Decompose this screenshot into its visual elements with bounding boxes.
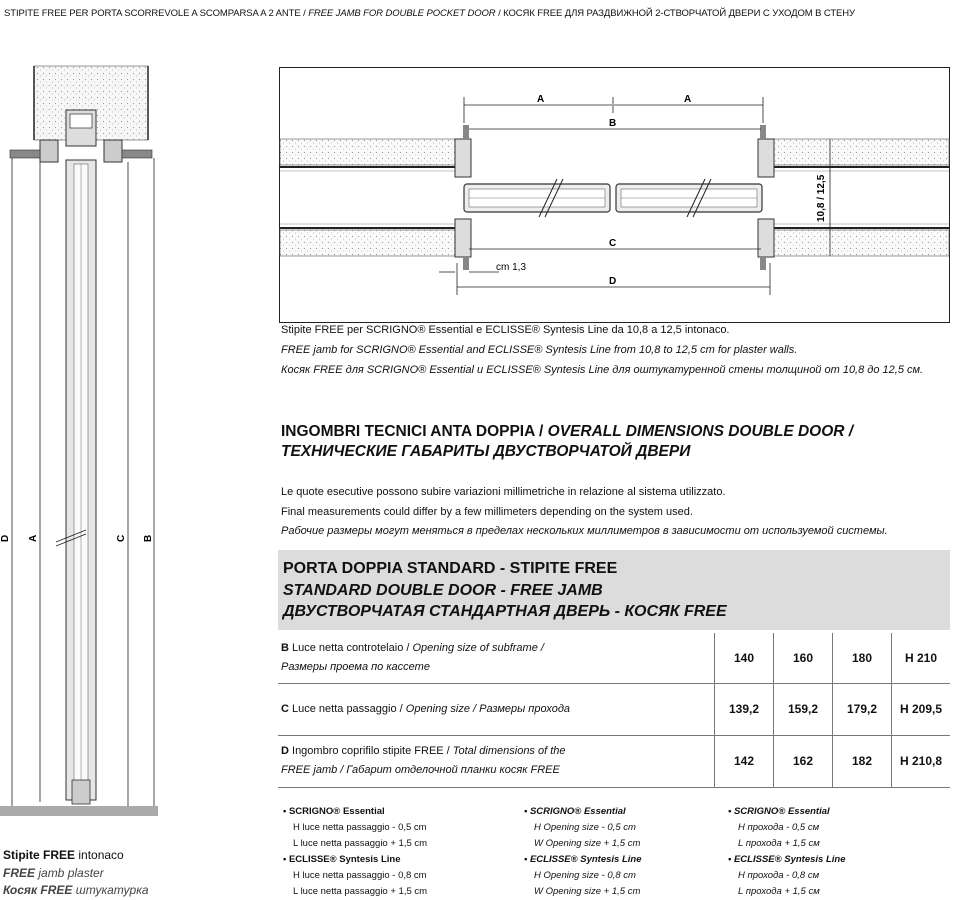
- cell-d-1: 142: [715, 735, 774, 787]
- legend-en: FREE jamb plaster: [3, 866, 104, 880]
- table-title-ru: ДВУСТВОРЧАТАЯ СТАНДАРТНАЯ ДВЕРЬ - КОСЯК FREE: [283, 603, 727, 620]
- header-ru: / КОСЯК FREE ДЛЯ РАЗДВИЖНОЙ 2-СТВОРЧАТОЙ ДВЕРИ С УХОДОМ В СТЕНУ: [495, 8, 855, 19]
- header-it: STIPITE FREE PER PORTA SCORREVOLE A SCOMPARSA A 2 ANTE /: [4, 8, 309, 19]
- dimensions-table: [278, 633, 950, 788]
- cell-c-1: 139,2: [715, 683, 774, 735]
- row-b-label: B Luce netta controtelaio / Opening size of subframe / Размеры проема по кассете: [278, 633, 715, 683]
- table-row: [278, 735, 950, 787]
- cell-d-3: 182: [833, 735, 892, 787]
- cell-c-h: H 209,5: [892, 683, 951, 735]
- table-row: [278, 633, 950, 683]
- row-c-label: C Luce netta passaggio / Opening size / Размеры прохода: [278, 683, 715, 735]
- note-ru: Рабочие размеры могут меняться в пределах нескольких миллиметров в зависимости от используемой системы.: [281, 525, 888, 537]
- page-header: [4, 8, 855, 19]
- cell-b-160: 160: [774, 633, 833, 683]
- cell-d-2: 162: [774, 735, 833, 787]
- svg-text:A: A: [684, 94, 692, 105]
- dim-label-a-right: [684, 94, 691, 105]
- dim-label-a-left: [537, 94, 544, 105]
- note-it: Le quote esecutive possono subire variazioni millimetriche in relazione al sistema utilizzato.: [281, 486, 726, 498]
- note-en: Final measurements could differ by a few millimeters depending on the system used.: [281, 506, 693, 518]
- plan-drawing: [279, 67, 950, 323]
- cell-c-3: 179,2: [833, 683, 892, 735]
- legend-ru: Косяк FREE штукатурка: [3, 883, 149, 897]
- section-title-it: INGOMBRI TECNICI ANTA DOPPIA /: [281, 423, 548, 440]
- svg-text:D: D: [0, 534, 11, 542]
- dim-label-b: [609, 118, 616, 129]
- header-en: FREE JAMB FOR DOUBLE POCKET DOOR: [308, 8, 496, 19]
- table-row: [278, 683, 950, 735]
- section-label-a: [28, 535, 39, 542]
- section-title-ru: ТЕХНИЧЕСКИЕ ГАБАРИТЫ ДВУСТВОРЧАТОЙ ДВЕРИ: [281, 443, 691, 460]
- svg-text:A: A: [28, 534, 39, 542]
- dim-label-c: [609, 238, 616, 249]
- caption-en: FREE jamb for SCRIGNO® Essential and ECLISSE® Syntesis Line from 10,8 to 12,5 cm for plaster walls.: [281, 344, 798, 356]
- svg-text:A: A: [537, 94, 545, 105]
- footnote-col-en: • SCRIGNO® Essential H Opening size - 0,5 cm W Opening size + 1,5 cm • ECLISSE® Syntesis Line H Opening size - 0,8 cm W Opening size + 1,5 cm: [524, 806, 642, 897]
- svg-text:D: D: [609, 276, 617, 287]
- table-title-it: PORTA DOPPIA STANDARD - STIPITE FREE: [283, 560, 618, 577]
- dim-label-d: [609, 276, 616, 287]
- svg-text:cm 1,3: cm 1,3: [496, 262, 527, 273]
- footnote-col-ru: • SCRIGNO® Essential H прохода - 0,5 см L прохода + 1,5 см • ECLISSE® Syntesis Line H прохода - 0,8 см L прохода + 1,5 см: [728, 806, 846, 897]
- caption-ru: Косяк FREE для SCRIGNO® Essential и ECLISSE® Syntesis Line для оштукатуренной стены толщиной от 10,8 до 12,5 см.: [281, 364, 924, 376]
- svg-text:10,8 / 12,5: 10,8 / 12,5: [816, 174, 827, 222]
- table-title-en: STANDARD DOUBLE DOOR - FREE JAMB: [283, 582, 603, 599]
- cell-b-180: 180: [833, 633, 892, 683]
- caption-it: Stipite FREE per SCRIGNO® Essential e ECLISSE® Syntesis Line da 10,8 a 12,5 intonaco.: [281, 324, 730, 336]
- row-d-label: D Ingombro coprifilo stipite FREE / Total dimensions of the FREE jamb / Габарит отделочной планки косяк FREE: [278, 735, 715, 787]
- svg-text:B: B: [609, 118, 617, 129]
- dim-label-cm: [496, 262, 526, 273]
- section-title: [281, 423, 853, 441]
- footnote-col-it: • SCRIGNO® Essential H luce netta passaggio - 0,5 cm L luce netta passaggio + 1,5 cm • ECLISSE® Syntesis Line H luce netta passaggio - 0,8 cm L luce netta passaggio + 1,5 cm: [283, 806, 428, 897]
- svg-text:B: B: [143, 534, 154, 542]
- section-title-en: OVERALL DIMENSIONS DOUBLE DOOR /: [547, 423, 854, 440]
- cell-b-140: 140: [715, 633, 774, 683]
- cell-b-h: H 210: [892, 633, 951, 683]
- legend-it: Stipite FREE intonaco: [3, 848, 124, 862]
- svg-text:C: C: [609, 238, 617, 249]
- section-drawing: [0, 60, 165, 840]
- svg-text:C: C: [116, 534, 127, 542]
- section-label-d: [0, 535, 11, 542]
- cell-c-2: 159,2: [774, 683, 833, 735]
- cell-d-h: H 210,8: [892, 735, 951, 787]
- section-label-c: [116, 535, 127, 542]
- dim-label-thickness: [816, 174, 827, 222]
- section-label-b: [143, 535, 154, 542]
